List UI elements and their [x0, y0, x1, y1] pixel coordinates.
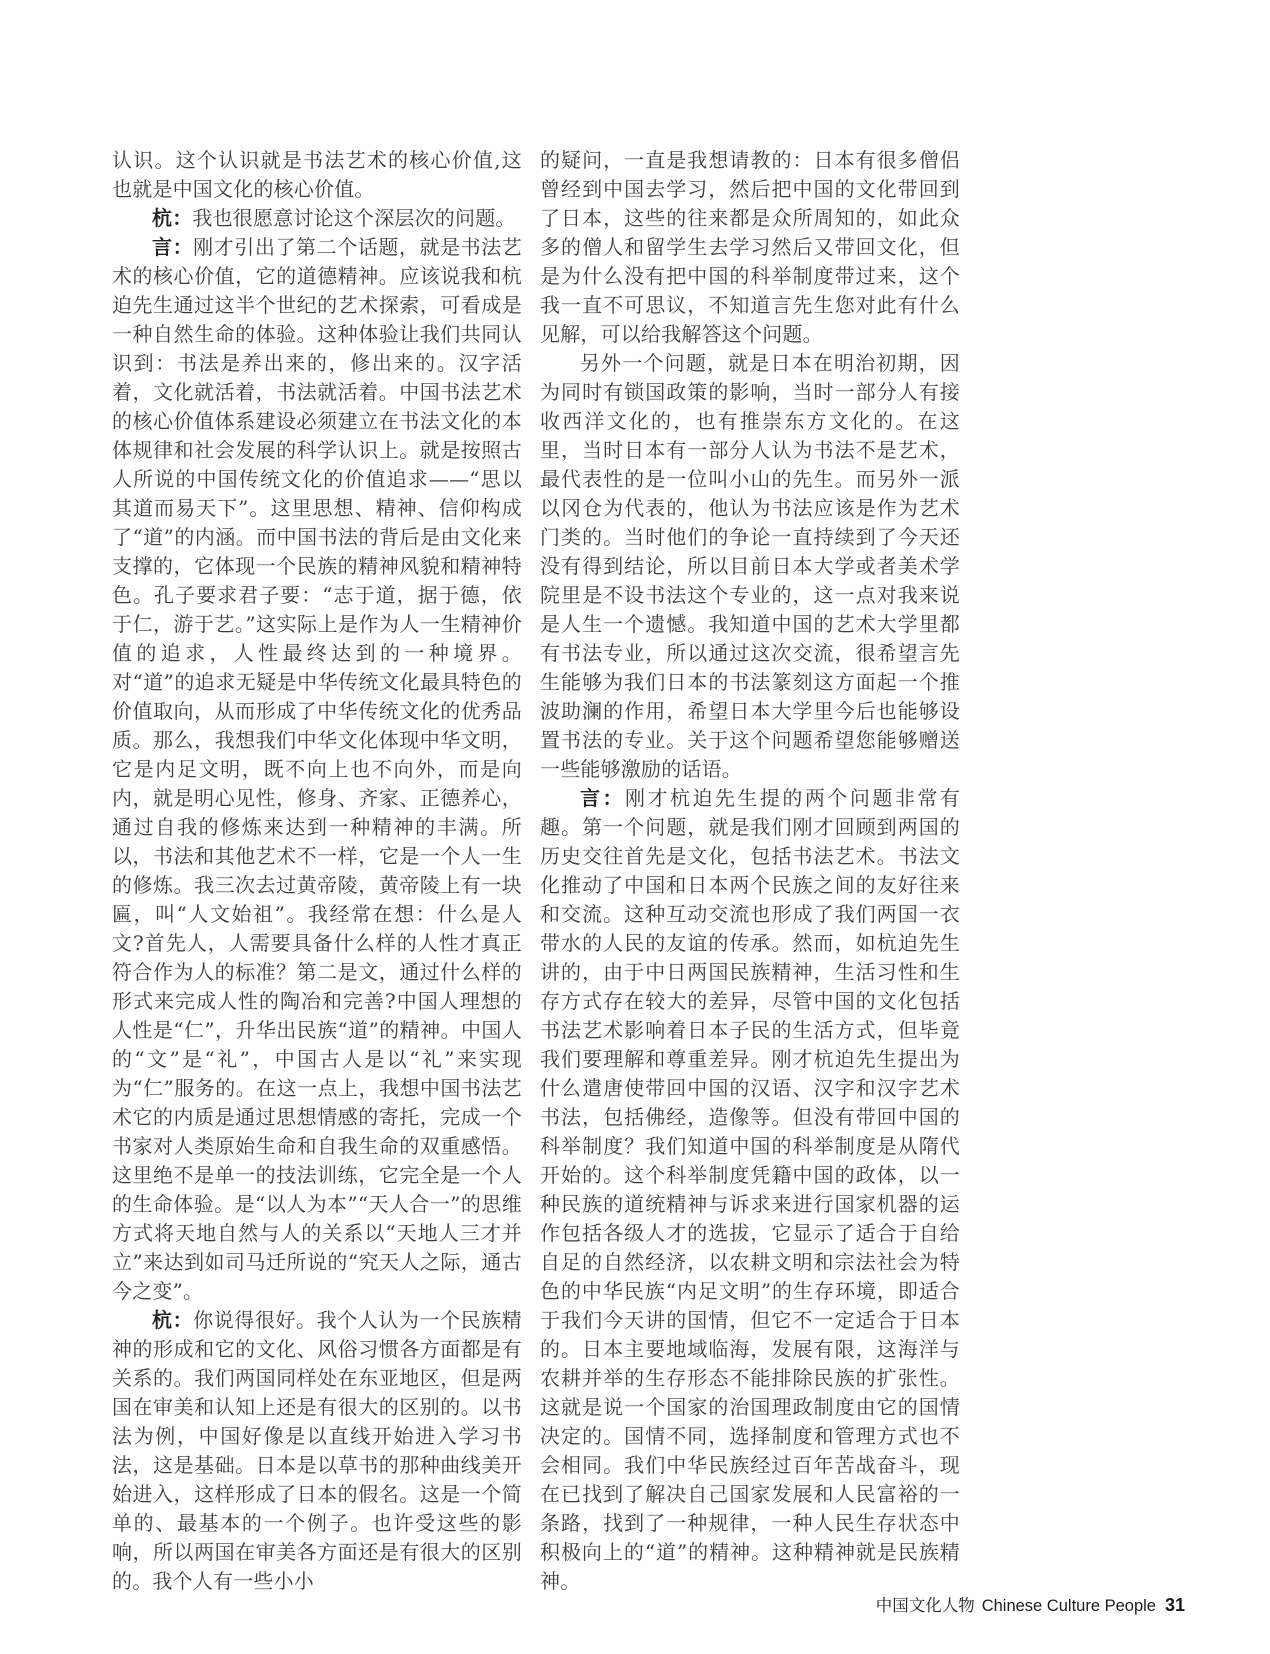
- footer-journal-name-en: Chinese Culture People: [981, 1597, 1156, 1615]
- paragraph: 杭：我也很愿意讨论这个深层次的问题。: [152, 206, 516, 230]
- speaker-label: 杭：: [152, 206, 193, 230]
- paragraph: 言：刚才引出了第二个话题，就是书法艺术的核心价值，它的道德精神。应该说我和杭迫先生通过这半个世纪的艺术探索，可看成是一种自然生命的体验。这种体验让我们共同认识到：书法是养出来的，修出来的。汉字活着，文化就活着，书法就活着。中国书法艺术的核心价值体系建设必须建立在书法文化的本体规律和社会发展的科学认识上。就是按照古人所说的中国传统文化的价值追求——“思以其道而易天下”。这里思想、精神、信仰构成了“道”的内涵。而中国书法的背后是由文化来支撑的，它体现一个民族的精神风貌和精神特色。孔子要求君子要：“志于道，据于德，依于仁，游于艺。”这实际上是作为人一生精神价值的追求，人性最终达到的一种境界。对“道”的追求无疑是中华传统文化最具特色的价值取向，从而形成了中华传统文化的优秀品质。那么，我想我们中华文化体现中华文明，它是内足文明，既不向上也不向外，而是向内，就是明心见性，修身、齐家、正德养心，通过自我的修炼来达到一种精神的丰满。所以，书法和其他艺术不一样，它是一个人一生的修炼。我三次去过黄帝陵，黄帝陵上有一块匾，叫“人文始祖”。我经常在想：什么是人文?首先人，人需要具备什么样的人性才真正符合作为人的标准？第二是文，通过什么样的形式来完成人性的陶冶和完善?中国人理想的人性是“仁”，升华出民族“道”的精神。中国人的“文”是“礼”，中国古人是以“礼”来实现为“仁”服务的。在这一点上，我想中国书法艺术它的内质是通过思想情感的寄托，完成一个书家对人类原始生命和自我生命的双重感悟。这里绝不是单一的技法训练，它完全是一个人的生命体验。是“以人为本”“天人合一”的思维方式将天地自然与人的关系以“天地人三才并立”来达到如司马迁所说的“究天人之际，通古今之变”。: [112, 235, 522, 1303]
- paragraph: 另外一个问题，就是日本在明治初期，因为同时有锁国政策的影响，当时一部分人有接收西洋文化的，也有推崇东方文化的。在这里，当时日本有一部分人认为书法不是艺术，最代表性的是一位叫小山的先生。而另外一派以冈仓为代表的，他认为书法应该是作为艺术门类的。当时他们的争论一直持续到了今天还没有得到结论，所以目前日本大学或者美术学院里是不设书法这个专业的，这一点对我来说是人生一个遗憾。我知道中国的艺术大学里都有书法专业，所以通过这次交流，很希望言先生能够为我们日本的书法篆刻这方面起一个推波助澜的作用，希望日本大学里今后也能够设置书法的专业。关于这个问题希望您能够赠送一些能够激励的话语。: [540, 351, 960, 781]
- paragraph: 认识。这个认识就是书法艺术的核心价值,这也就是中国文化的核心价值。: [112, 148, 522, 201]
- text-column-right: [540, 146, 960, 1596]
- footer-journal-name-zh: 中国文化人物: [875, 1597, 975, 1615]
- page-footer: [876, 1592, 1185, 1616]
- paragraph: 言：刚才杭迫先生提的两个问题非常有趣。第一个问题，就是我们刚才回顾到两国的历史交往首先是文化，包括书法艺术。书法文化推动了中国和日本两个民族之间的友好往来和交流。这种互动交流也形成了我们两国一衣带水的人民的友谊的传承。然而，如杭迫先生讲的，由于中日两国民族精神，生活习性和生存方式存在较大的差异，尽管中国的文化包括书法艺术影响着日本子民的生活方式，但毕竟我们要理解和尊重差异。刚才杭迫先生提出为什么遣唐使带回中国的汉语、汉字和汉字艺术书法，包括佛经，造像等。但没有带回中国的科举制度？我们知道中国的科举制度是从隋代开始的。这个科举制度凭籍中国的政体，以一种民族的道统精神与诉求来进行国家机器的运作包括各级人才的选拔，它显示了适合于自给自足的自然经济，以农耕文明和宗法社会为特色的中华民族“内足文明”的生存环境，即适合于我们今天讲的国情，但它不一定适合于日本的。日本主要地域临海，发展有限，这海洋与农耕并举的生存形态不能排除民族的扩张性。这就是说一个国家的治国理政制度由它的国情决定的。国情不同，选择制度和管理方式也不会相同。我们中华民族经过百年苦战奋斗，现在已找到了解决自己国家发展和人民富裕的一条路，找到了一种规律，一种人民生存状态中积极向上的“道”的精神。这种精神就是民族精神。: [540, 786, 961, 1593]
- paragraph: 的疑问，一直是我想请教的：日本有很多僧侣曾经到中国去学习，然后把中国的文化带回到了日本，这些的往来都是众所周知的，如此众多的僧人和留学生去学习然后又带回文化，但是为什么没有把中国的科举制度带过来，这个我一直不可思议，不知道言先生您对此有什么见解，可以给我解答这个问题。: [540, 148, 960, 346]
- footer-page-number: 31: [1164, 1595, 1185, 1615]
- paragraph: 杭：你说得很好。我个人认为一个民族精神的形成和它的文化、风俗习惯各方面都是有关系的。我们两国同样处在东亚地区，但是两国在审美和认知上还是有很大的区别的。以书法为例，中国好像是以直线开始进入学习书法，这是基础。日本是以草书的那种曲线美开始进入，这样形成了日本的假名。这是一个简单的、最基本的一个例子。也许受这些的影响，所以两国在审美各方面还是有很大的区别的。我个人有一些小小: [112, 1308, 522, 1593]
- speaker-label: 言：: [580, 786, 625, 810]
- text-column-left: [112, 146, 522, 1596]
- speaker-label: 言：: [152, 235, 194, 259]
- speaker-label: 杭：: [152, 1308, 194, 1332]
